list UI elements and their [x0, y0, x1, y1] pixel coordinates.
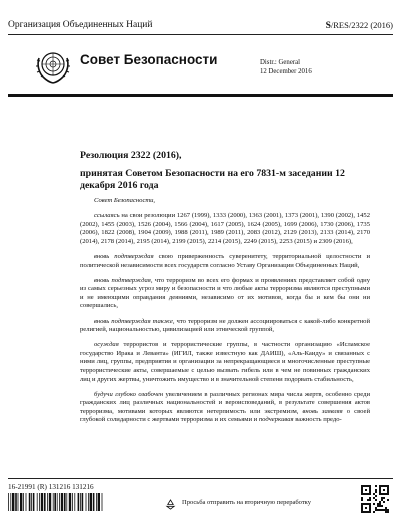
paragraph-4: вновь подтверждая также, что терроризм не должен ассоциироваться с какой-либо конкретной религией, национальностью, цивилизацией или этнической группой, [80, 317, 370, 334]
resolution-body [80, 197, 370, 432]
barcode-icon [8, 493, 103, 511]
paragraph-0: Совет Безопасности, [94, 197, 156, 204]
document-date: 12 December 2016 [260, 68, 312, 75]
qr-code-icon [361, 485, 389, 513]
document-footer [8, 478, 393, 519]
symbol-prefix: S [325, 21, 331, 31]
paragraph-6: будучи глубоко озабочен увеличением в различных регионах мира числа жертв, особенно среди гражданских лиц различных национальностей и вероисповеданий, в результате совершения актов терроризма, мотивами которых являются нетерпимость или экстремизм, вновь заявляя о своей глубокой солидарности с жертвами терроризма и их семьями и подчеркивая важность предо- [80, 390, 371, 424]
document-symbol [326, 20, 393, 31]
resolution-title: Резолюция 2322 (2016), [80, 150, 182, 161]
distribution: Distr.: General [260, 59, 301, 66]
job-number: 16-21991 (R) 131216 131216 [8, 483, 94, 491]
document-header [8, 42, 393, 97]
organization-name: Организация Объединенных Наций [8, 20, 153, 30]
un-emblem-icon [33, 46, 73, 86]
paragraph-3: вновь подтверждая, что терроризм во всех его формах и проявлениях представляет собой одну из самых серьезных угроз миру и безопасности и что любые акты терроризма являются преступными и не имеющими оправдания деяниями, независимо от их мотивов, когда бы и кем бы они ни совершались, [80, 276, 370, 310]
distribution-info [260, 58, 312, 76]
paragraph-2: вновь подтверждая свою приверженность суверенитету, территориальной целостности и политической независимости всех государств согласно Уставу Организации Объединенных Наций, [80, 252, 370, 269]
recycle-note: Просьба отправить на вторичную переработку [182, 499, 311, 506]
top-bar [8, 18, 393, 35]
symbol-rest: /RES/2322 (2016) [330, 20, 393, 30]
paragraph-5: осуждая террористов и террористические группы, в частности организацию «Исламское государство Ирака и Леванта» (ИГИЛ, также известную как ДАИШ), «Аль-Каиду» и связанных с ними лиц, группы, предприятия и организации за непрекращающиеся и многочисленные преступные террористические акты, совершаемые с целью вызвать гибель или в чем не повинных гражданских лиц и других жертвы, уничтожить имущество и в значительной степени подорвать стабильность, [80, 341, 370, 383]
resolution-subtitle: принятая Советом Безопасности на его 7831-м заседании 12 декабря 2016 года [80, 168, 345, 191]
paragraph-1: ссылаясь на свои резолюции 1267 (1999), 1333 (2000), 1363 (2001), 1373 (2001), 1390 (2002), 1452 (2002), 1455 (2003), 1526 (2004), 1566 (2004), 1617 (2005), 1624 (2005), 1699 (2006), 1730 (2006), 1735 (2006), 1822 (2008), 1904 (2009), 1988 (2011), 1989 (2011), 2083 (2012), 2129 (2013), 2133 (2014), 2170 (2014), 2178 (2014), 2195 (2014), 2199 (2015), 2214 (2015), 2249 (2015), 2253 (2015) и 2309 (2016), [80, 212, 370, 245]
security-council-title: Совет Безопасности [80, 52, 218, 67]
recycle-icon [165, 499, 176, 510]
